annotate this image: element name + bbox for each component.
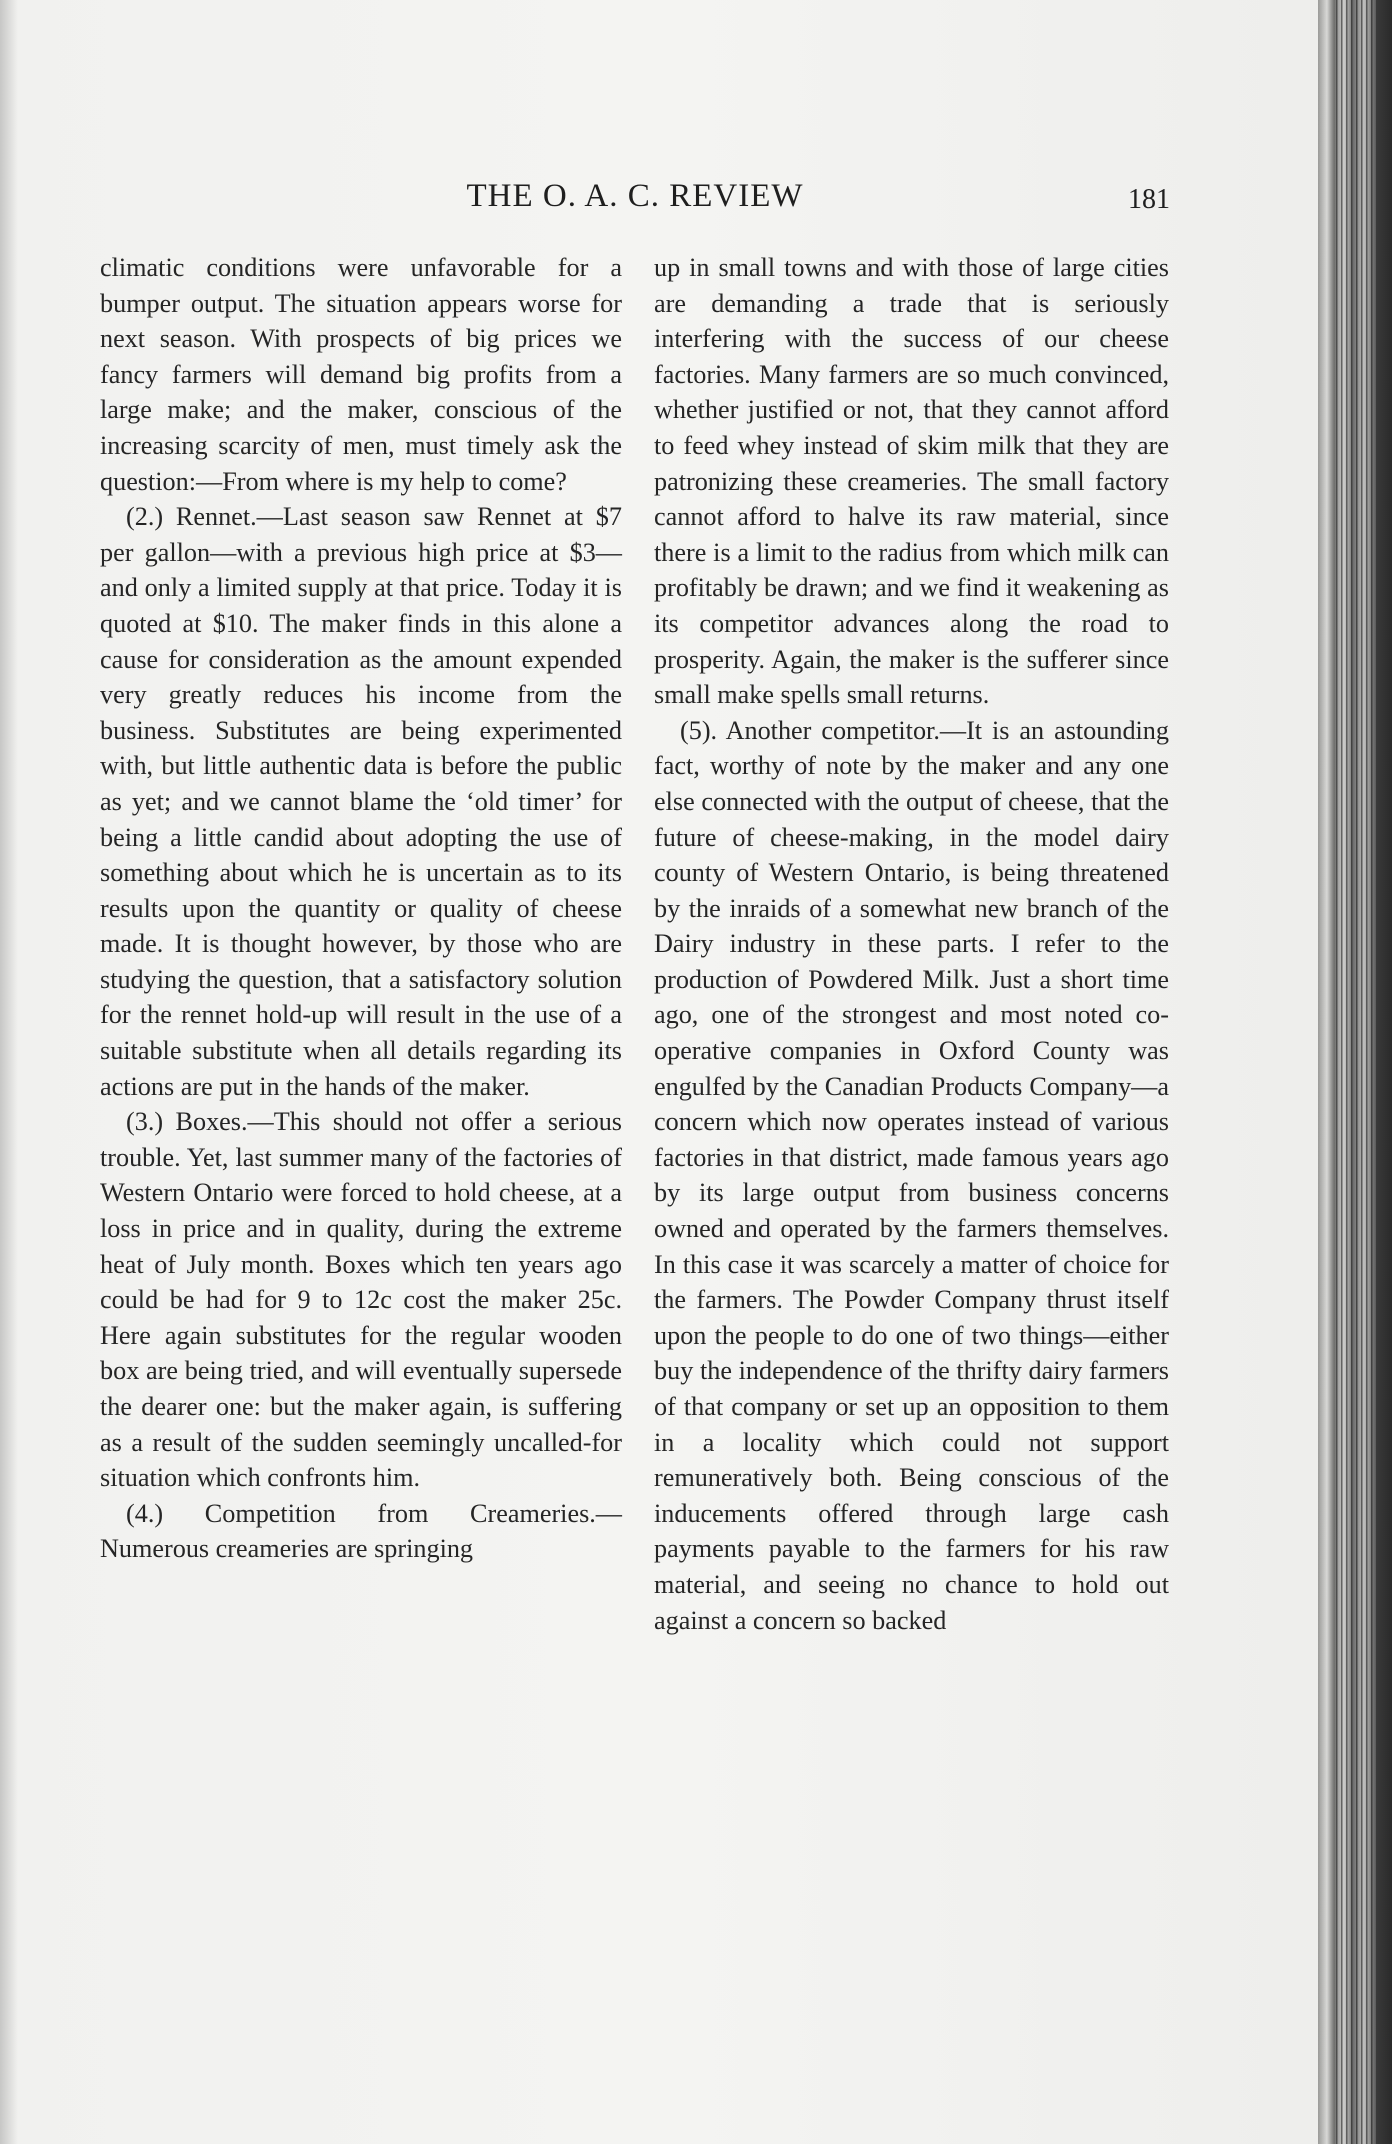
right-column [654, 250, 1169, 1638]
paragraph-creameries-continued: up in small towns and with those of large cities are demanding a trade that is seriously interfering with the success of our cheese factories. Many farmers are so much convinced, whether justified or not, that they cannot afford to feed whey instead of skim milk that they are patronizing these creameries. The small factory cannot afford to halve its raw material, since there is a limit to the radius from which milk can profitably be drawn; and we find it weakening as its competitor advances along the road to prosperity. Again, the maker is the sufferer since small make spells small returns. [654, 253, 1169, 710]
paragraph-another-competitor: (5). Another competitor.—It is an astounding fact, worthy of note by the maker and any one else connected with the output of cheese, that the future of cheese-making, in the model dairy county of Western Ontario, is being threatened by the inraids of a somewhat new branch of the Dairy industry in these parts. I refer to the production of Powdered Milk. Just a short time ago, one of the strongest and most noted co-operative companies in Oxford County was engulfed by the Canadian Products Company—a concern which now operates instead of various factories in that district, made famous years ago by its large output from business concerns owned and operated by the farmers themselves. In this case it was scarcely a matter of choice for the farmers. The Powder Company thrust itself upon the people to do one of two things—either buy the independence of the thrifty dairy farmers of that company or set up an opposition to them in a locality which could not support remuneratively both. Being conscious of the inducements offered through large cash payments payable to the farmers for his raw material, and seeing no chance to hold out against a concern so backed [654, 715, 1169, 1635]
book-spine-edge [1318, 0, 1392, 2144]
paragraph-climatic: climatic conditions were unfavorable for a bumper output. The situation appears worse for next season. With prospects of big prices we fancy farmers will demand big profits from a large make; and the maker, conscious of the increasing scarcity of men, must timely ask the question:—From where is my help to come? [100, 253, 622, 496]
left-column [100, 250, 622, 1567]
page-gutter-shadow [0, 0, 18, 2144]
paragraph-rennet: (2.) Rennet.—Last season saw Rennet at $7 per gallon—with a previous high price at $3— and only a limited supply at that price. Today it is quoted at $10. The maker finds in this alone a cause for consideration as the amount expended very greatly reduces his income from the business. Substitutes are being experimented with, but little authentic data is before the public as yet; and we cannot blame the ‘old timer’ for being a little candid about adopting the use of something about which he is uncertain as to its results upon the quantity or quality of cheese made. It is thought however, by those who are studying the question, that a satisfactory solution for the rennet hold-up will result in the use of a suitable substitute when all details regarding its actions are put in the hands of the maker. [100, 502, 622, 1101]
journal-title: THE O. A. C. REVIEW [466, 178, 804, 214]
paragraph-creameries: (4.) Competition from Creameries.— Numerous creameries are springing [100, 1498, 622, 1564]
page-number: 181 [1128, 184, 1170, 215]
running-header [90, 176, 1180, 226]
paragraph-boxes: (3.) Boxes.—This should not offer a serious trouble. Yet, last summer many of the factories of Western Ontario were forced to hold cheese, at a loss in price and in quality, during the extreme heat of July month. Boxes which ten years ago could be had for 9 to 12c cost the maker 25c. Here again substitutes for the regular wooden box are being tried, and will eventually supersede the dearer one: but the maker again, is suffering as a result of the sudden seemingly uncalled-for situation which confronts him. [100, 1107, 622, 1493]
page-edges [1336, 0, 1376, 2144]
